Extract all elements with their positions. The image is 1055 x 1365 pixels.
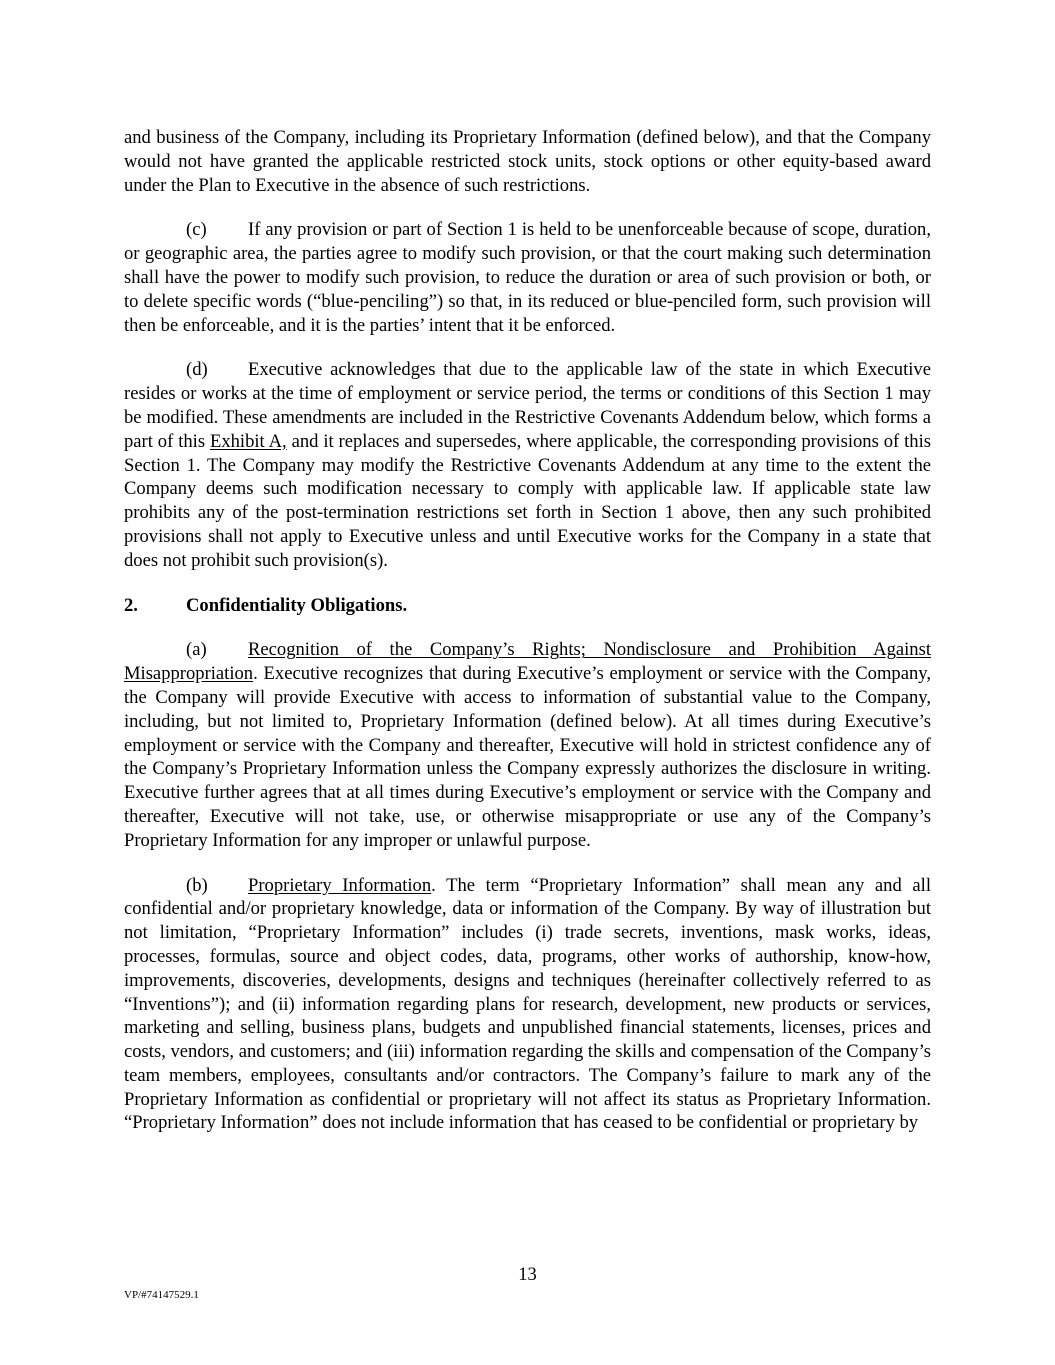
paragraph-2b-heading: Proprietary Information [248, 874, 432, 896]
paragraph-2b-text: . The term “Proprietary Information” shall mean any and all confidential and/or proprietary knowledge, data or information of the Company. By way of illustration but not limitation, “Proprietary Information” includes (i) trade secrets, inventions, mask works, ideas, processes, formulas, source and object codes, data, programs, other works of authorship, know-how, improvements, discoveries, developments, designs and techniques (hereinafter collectively referred to as “Inventions”); and (ii) information regarding plans for research, development, new products or services, marketing and selling, business plans, budgets and unpublished financial statements, licenses, prices and costs, vendors, and customers; and (iii) information regarding the skills and compensation of the Company’s team members, employees, consultants and/or contractors. The Company’s failure to mark any of the Proprietary Information as confidential or proprietary will not affect its status as Proprietary Information. “Proprietary Information” does not include information that has ceased to be confidential or proprietary by [124, 874, 931, 1134]
paragraph-d-label: (d) [186, 359, 208, 381]
paragraph-2a-label: (a) [186, 639, 207, 661]
paragraph-2a-heading: Recognition of the Company’s Rights; Nondisclosure and Prohibition Against Misappropriation [124, 639, 931, 685]
paragraph-c-text: If any provision or part of Section 1 is held to be unenforceable because of scope, duration, or geographic area, the parties agree to modify such provision, or that the court making such determination shall have the power to modify such provision, to reduce the duration or area of such provision or both, or to delete specific words (“blue-penciling”) so that, in its reduced or blue-penciled form, such provision will then be enforceable, and it is the parties’ intent that it be enforced. [124, 219, 931, 336]
exhibit-a-reference: Exhibit A, [209, 430, 287, 452]
paragraph-continuation: and business of the Company, including its Proprietary Information (defined below), and that the Company would not have granted the applicable restricted stock units, stock options or other equity-based award under the Plan to Executive in the absence of such restrictions. [124, 127, 931, 196]
paragraph-2a-text: . Executive recognizes that during Executive’s employment or service with the Company, the Company will provide Executive with access to information of substantial value to the Company, including, but not limited to, Proprietary Information (defined below). At all times during Executive’s employment or service with the Company and thereafter, Executive will hold in strictest confidence any of the Company’s Proprietary Information unless the Company expressly authorizes the disclosure in writing. Executive further agrees that at all times during Executive’s employment or service with the Company and thereafter, Executive will not take, use, or otherwise misappropriate or use any of the Company’s Proprietary Information for any improper or unlawful purpose. [124, 663, 931, 851]
section-2-number: 2. [124, 594, 138, 616]
paragraph-c [124, 218, 931, 337]
section-2-heading [124, 594, 931, 618]
paragraph-2a [124, 638, 931, 852]
paragraph-c-label: (c) [186, 219, 207, 241]
page-number: 13 [518, 1264, 537, 1285]
section-2-title: Confidentiality Obligations. [186, 594, 408, 616]
paragraph-2b-label: (b) [186, 874, 208, 896]
paragraph-2b [124, 874, 931, 1136]
paragraph-d-text-2: and it replaces and supersedes, where applicable, the corresponding provisions of this Section 1. The Company may modify the Restrictive Covenants Addendum at any time to the extent the Company deems such modification necessary to comply with applicable law. If applicable state law prohibits any of the post-termination restrictions set forth in Section 1 above, then any such prohibited provisions shall not apply to Executive unless and until Executive works for the Company in a state that does not prohibit such provision(s). [124, 430, 931, 571]
document-body [124, 126, 931, 1156]
paragraph-d-text-1: Executive acknowledges that due to the applicable law of the state in which Executive resides or works at the time of employment or service period, the terms or conditions of this Section 1 may be modified. These amendments are included in the Restrictive Covenants Addendum below, which forms a part of this [124, 359, 931, 452]
paragraph-d [124, 358, 931, 572]
document-id: VP/#74147529.1 [124, 1289, 199, 1301]
